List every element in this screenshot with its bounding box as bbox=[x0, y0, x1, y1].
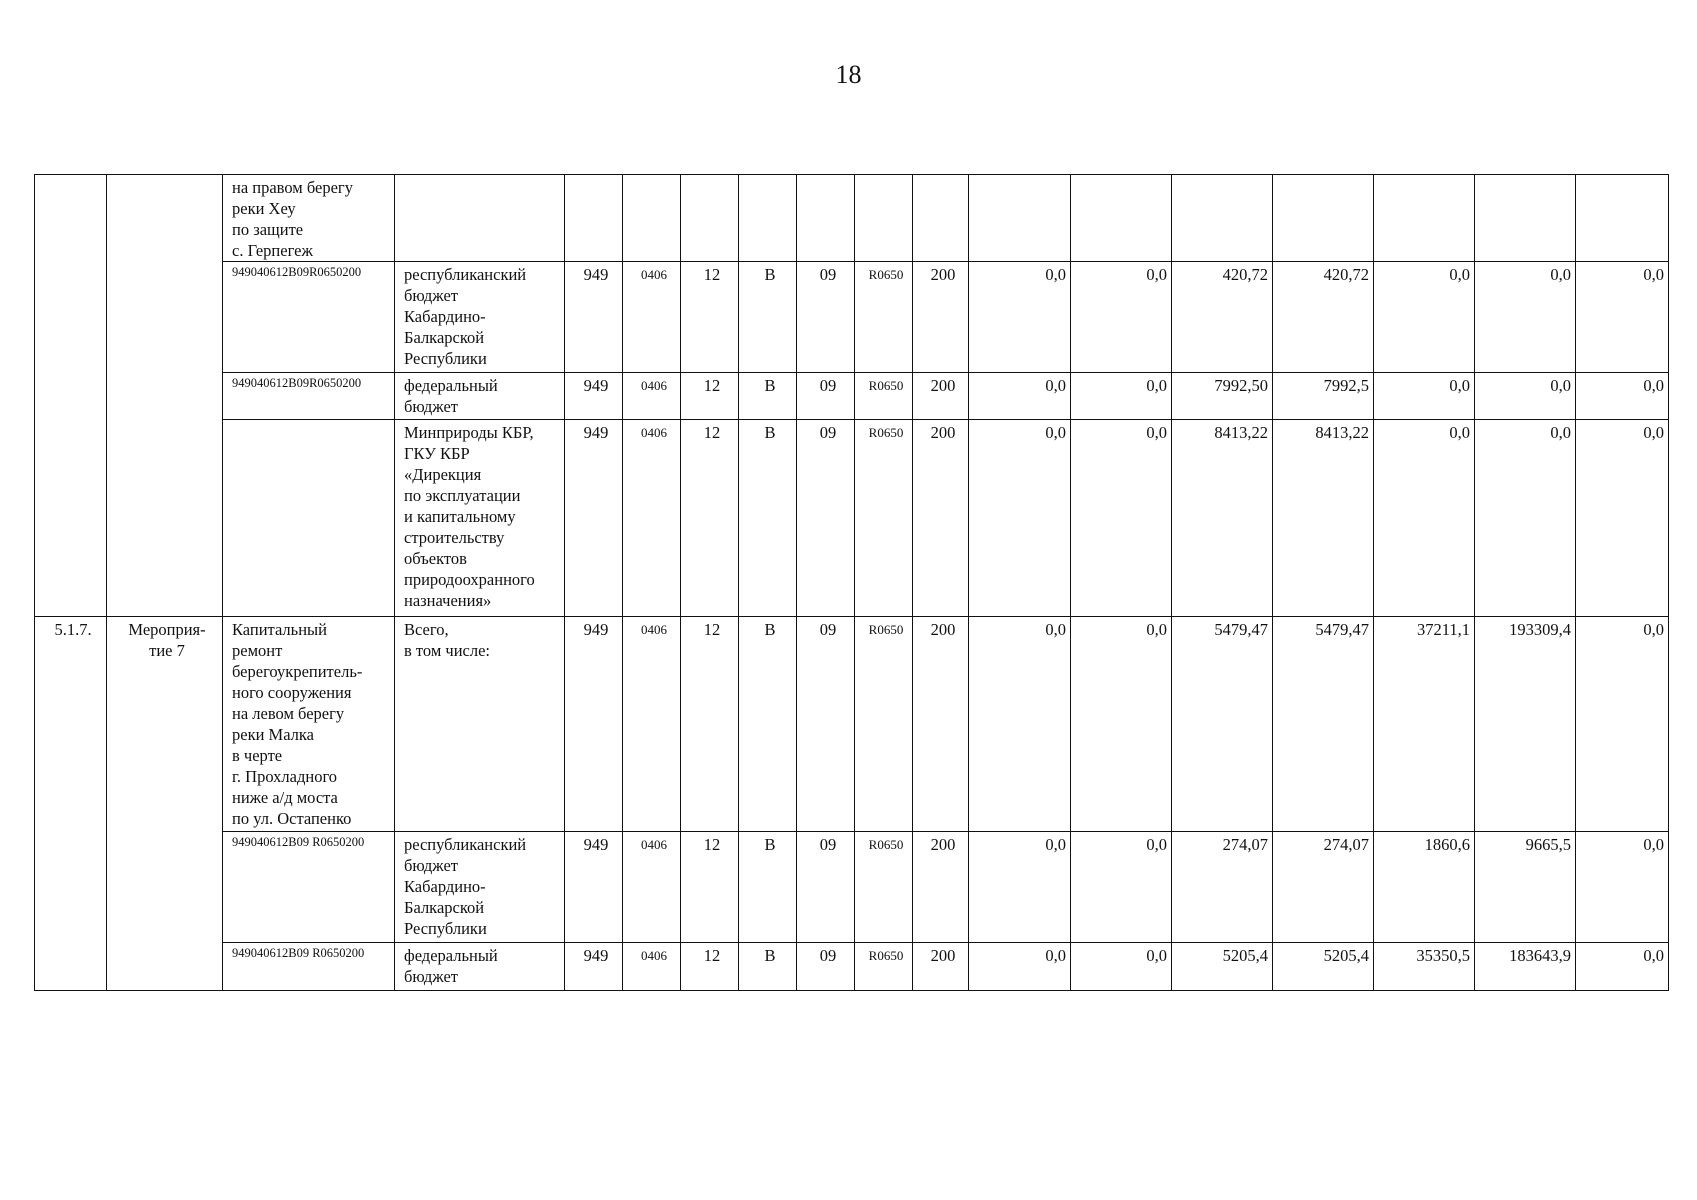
program-cell bbox=[739, 175, 797, 262]
value-cell: 420,72 bbox=[1273, 262, 1374, 373]
value-cell: 420,72 bbox=[1172, 262, 1273, 373]
value-cell: 1860,6 bbox=[1374, 832, 1475, 943]
table-row bbox=[35, 373, 1669, 420]
value-cell: 0,0 bbox=[1071, 262, 1172, 373]
value-cell: 274,07 bbox=[1172, 832, 1273, 943]
grbs-cell: 949 bbox=[565, 373, 623, 420]
direction-cell: R0650 bbox=[855, 832, 913, 943]
direction-cell: R0650 bbox=[855, 943, 913, 991]
event-number: 5.1.7. bbox=[35, 617, 107, 991]
responsible-executor: Минприроды КБР, ГКУ КБР «Дирекция по эксплуатации и капитальному строительству объектов природоохранного назначения» bbox=[395, 420, 565, 617]
value-cell bbox=[1475, 175, 1576, 262]
value-cell: 0,0 bbox=[969, 262, 1071, 373]
budget-code: 949040612В09 R0650200 bbox=[223, 832, 395, 943]
value-cell: 5205,4 bbox=[1273, 943, 1374, 991]
value-cell: 0,0 bbox=[1576, 832, 1669, 943]
table-row bbox=[35, 617, 1669, 832]
rz-cell: 0406 bbox=[623, 617, 681, 832]
rz-cell bbox=[623, 175, 681, 262]
rz-cell: 0406 bbox=[623, 420, 681, 617]
direction-cell: R0650 bbox=[855, 420, 913, 617]
budget-code: 949040612В09 R0650200 bbox=[223, 943, 395, 991]
value-cell: 5205,4 bbox=[1172, 943, 1273, 991]
value-cell bbox=[1374, 175, 1475, 262]
program-cell: В bbox=[739, 617, 797, 832]
value-cell bbox=[1273, 175, 1374, 262]
pr-cell: 12 bbox=[681, 373, 739, 420]
budget-code: 949040612В09R0650200 bbox=[223, 262, 395, 373]
value-cell: 0,0 bbox=[1071, 943, 1172, 991]
program-cell: В bbox=[739, 943, 797, 991]
direction-cell: R0650 bbox=[855, 617, 913, 832]
program-cell: В bbox=[739, 262, 797, 373]
subprogram-cell: 09 bbox=[797, 832, 855, 943]
rz-cell: 0406 bbox=[623, 373, 681, 420]
value-cell: 7992,5 bbox=[1273, 373, 1374, 420]
value-cell: 0,0 bbox=[1374, 420, 1475, 617]
pr-cell: 12 bbox=[681, 262, 739, 373]
value-cell: 274,07 bbox=[1273, 832, 1374, 943]
value-cell: 7992,50 bbox=[1172, 373, 1273, 420]
value-cell: 0,0 bbox=[1071, 832, 1172, 943]
subprogram-cell: 09 bbox=[797, 617, 855, 832]
direction-cell: R0650 bbox=[855, 373, 913, 420]
funding-source: федеральный бюджет bbox=[395, 373, 565, 420]
program-cell: В bbox=[739, 420, 797, 617]
value-cell: 0,0 bbox=[1475, 420, 1576, 617]
program-cell: В bbox=[739, 373, 797, 420]
rz-cell: 0406 bbox=[623, 832, 681, 943]
source-cell bbox=[395, 175, 565, 262]
value-cell bbox=[1071, 175, 1172, 262]
subprogram-cell: 09 bbox=[797, 373, 855, 420]
pr-cell: 12 bbox=[681, 420, 739, 617]
pr-cell: 12 bbox=[681, 832, 739, 943]
pr-cell: 12 bbox=[681, 943, 739, 991]
vr-cell: 200 bbox=[913, 943, 969, 991]
value-cell: 0,0 bbox=[1576, 617, 1669, 832]
budget-table bbox=[34, 174, 1669, 991]
direction-cell: R0650 bbox=[855, 262, 913, 373]
value-cell: 35350,5 bbox=[1374, 943, 1475, 991]
event-kind: Мероприя- тие 7 bbox=[107, 617, 223, 991]
value-cell: 0,0 bbox=[969, 617, 1071, 832]
subprogram-cell: 09 bbox=[797, 943, 855, 991]
vr-cell: 200 bbox=[913, 262, 969, 373]
value-cell: 9665,5 bbox=[1475, 832, 1576, 943]
vr-cell: 200 bbox=[913, 373, 969, 420]
value-cell: 0,0 bbox=[969, 373, 1071, 420]
value-cell: 0,0 bbox=[1576, 943, 1669, 991]
funding-source: федеральный бюджет bbox=[395, 943, 565, 991]
value-cell: 183643,9 bbox=[1475, 943, 1576, 991]
subprogram-cell: 09 bbox=[797, 420, 855, 617]
value-cell bbox=[969, 175, 1071, 262]
num-cell-empty bbox=[35, 175, 107, 617]
value-cell: 0,0 bbox=[1475, 262, 1576, 373]
kind-cell-empty bbox=[107, 175, 223, 617]
table-row bbox=[35, 832, 1669, 943]
grbs-cell: 949 bbox=[565, 832, 623, 943]
table-row bbox=[35, 420, 1669, 617]
budget-code: 949040612В09R0650200 bbox=[223, 373, 395, 420]
rz-cell: 0406 bbox=[623, 262, 681, 373]
value-cell: 5479,47 bbox=[1273, 617, 1374, 832]
table-row bbox=[35, 943, 1669, 991]
subprogram-cell bbox=[797, 175, 855, 262]
value-cell: 37211,1 bbox=[1374, 617, 1475, 832]
pr-cell: 12 bbox=[681, 617, 739, 832]
value-cell: 0,0 bbox=[1071, 420, 1172, 617]
value-cell: 0,0 bbox=[969, 420, 1071, 617]
grbs-cell: 949 bbox=[565, 943, 623, 991]
value-cell: 0,0 bbox=[1374, 262, 1475, 373]
page-number: 18 bbox=[835, 60, 862, 89]
value-cell: 0,0 bbox=[1071, 373, 1172, 420]
funding-source: республиканский бюджет Кабардино- Балкарской Республики bbox=[395, 262, 565, 373]
value-cell: 0,0 bbox=[1576, 420, 1669, 617]
vr-cell: 200 bbox=[913, 617, 969, 832]
value-cell: 8413,22 bbox=[1273, 420, 1374, 617]
vr-cell: 200 bbox=[913, 832, 969, 943]
event-name: Капитальный ремонт берегоукрепитель- ного сооружения на левом берегу реки Малка в черте г. Прохладного ниже а/д моста по ул. Остапенко bbox=[223, 617, 395, 832]
value-cell bbox=[1576, 175, 1669, 262]
value-cell: 0,0 bbox=[1576, 373, 1669, 420]
grbs-cell: 949 bbox=[565, 617, 623, 832]
table-row bbox=[35, 262, 1669, 373]
value-cell: 5479,47 bbox=[1172, 617, 1273, 832]
value-cell: 0,0 bbox=[1374, 373, 1475, 420]
budget-code bbox=[223, 420, 395, 617]
grbs-cell: 949 bbox=[565, 262, 623, 373]
program-cell: В bbox=[739, 832, 797, 943]
event-name-continued: на правом берегу реки Хеу по защите с. Герпегеж bbox=[223, 175, 395, 262]
value-cell: 0,0 bbox=[1576, 262, 1669, 373]
value-cell bbox=[1172, 175, 1273, 262]
grbs-cell: 949 bbox=[565, 420, 623, 617]
pr-cell bbox=[681, 175, 739, 262]
rz-cell: 0406 bbox=[623, 943, 681, 991]
table-row bbox=[35, 175, 1669, 262]
value-cell: 8413,22 bbox=[1172, 420, 1273, 617]
grbs-cell bbox=[565, 175, 623, 262]
vr-cell: 200 bbox=[913, 420, 969, 617]
value-cell: 0,0 bbox=[969, 943, 1071, 991]
direction-cell bbox=[855, 175, 913, 262]
funding-source: республиканский бюджет Кабардино- Балкарской Республики bbox=[395, 832, 565, 943]
vr-cell bbox=[913, 175, 969, 262]
funding-source: Всего, в том числе: bbox=[395, 617, 565, 832]
value-cell: 193309,4 bbox=[1475, 617, 1576, 832]
subprogram-cell: 09 bbox=[797, 262, 855, 373]
value-cell: 0,0 bbox=[1475, 373, 1576, 420]
value-cell: 0,0 bbox=[1071, 617, 1172, 832]
value-cell: 0,0 bbox=[969, 832, 1071, 943]
